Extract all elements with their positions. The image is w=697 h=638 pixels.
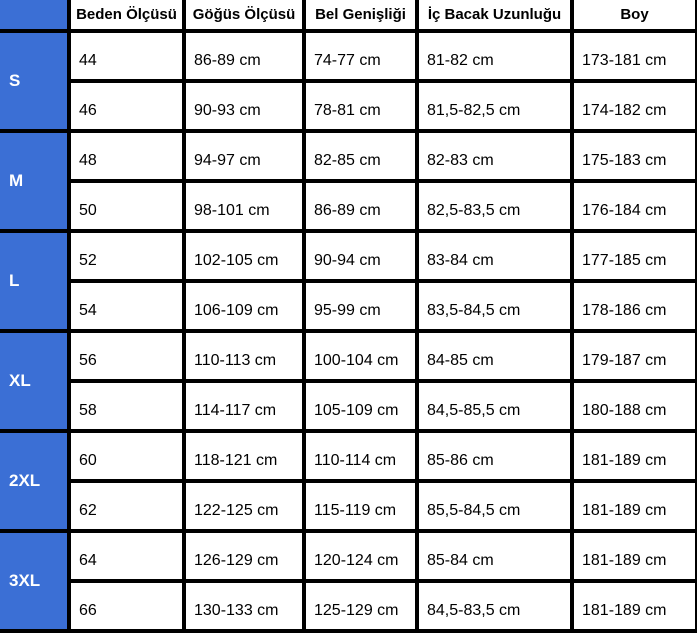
table-cell: 125-129 cm <box>304 581 417 631</box>
table-cell: 50 <box>69 181 184 231</box>
table-row <box>0 581 697 631</box>
table-cell: 86-89 cm <box>184 31 304 81</box>
table-cell: 118-121 cm <box>184 431 304 481</box>
table-cell: 81-82 cm <box>417 31 572 81</box>
table-cell: 62 <box>69 481 184 531</box>
size-group-label-l: L <box>0 231 69 331</box>
table-cell: 176-184 cm <box>572 181 697 231</box>
table-row <box>0 481 697 531</box>
table-row <box>0 431 697 481</box>
table-cell: 174-182 cm <box>572 81 697 131</box>
table-row <box>0 231 697 281</box>
size-group-label-2xl: 2XL <box>0 431 69 531</box>
table-cell: 114-117 cm <box>184 381 304 431</box>
table-cell: 66 <box>69 581 184 631</box>
size-group-label-m: M <box>0 131 69 231</box>
size-group-label-3xl: 3XL <box>0 531 69 631</box>
table-cell: 98-101 cm <box>184 181 304 231</box>
table-cell: 110-113 cm <box>184 331 304 381</box>
table-cell: 82-85 cm <box>304 131 417 181</box>
table-row <box>0 281 697 331</box>
table-cell: 105-109 cm <box>304 381 417 431</box>
table-cell: 86-89 cm <box>304 181 417 231</box>
table-cell: 130-133 cm <box>184 581 304 631</box>
table-row <box>0 81 697 131</box>
table-row <box>0 131 697 181</box>
table-cell: 82-83 cm <box>417 131 572 181</box>
table-cell: 100-104 cm <box>304 331 417 381</box>
table-cell: 74-77 cm <box>304 31 417 81</box>
table-cell: 181-189 cm <box>572 481 697 531</box>
table-cell: 115-119 cm <box>304 481 417 531</box>
table-cell: 181-189 cm <box>572 531 697 581</box>
table-cell: 60 <box>69 431 184 481</box>
table-cell: 84,5-83,5 cm <box>417 581 572 631</box>
table-row <box>0 531 697 581</box>
column-header-beden-olcusu: Beden Ölçüsü <box>69 0 184 31</box>
table-cell: 64 <box>69 531 184 581</box>
table-cell: 180-188 cm <box>572 381 697 431</box>
table-row <box>0 31 697 81</box>
corner-cell <box>0 0 69 31</box>
table-cell: 95-99 cm <box>304 281 417 331</box>
table-cell: 179-187 cm <box>572 331 697 381</box>
table-cell: 94-97 cm <box>184 131 304 181</box>
size-group-label-xl: XL <box>0 331 69 431</box>
table-cell: 81,5-82,5 cm <box>417 81 572 131</box>
table-cell: 122-125 cm <box>184 481 304 531</box>
table-cell: 120-124 cm <box>304 531 417 581</box>
table-row <box>0 381 697 431</box>
table-cell: 85,5-84,5 cm <box>417 481 572 531</box>
table-cell: 44 <box>69 31 184 81</box>
table-cell: 90-93 cm <box>184 81 304 131</box>
table-cell: 106-109 cm <box>184 281 304 331</box>
column-header-ic-bacak-uzunlugu: İç Bacak Uzunluğu <box>417 0 572 31</box>
table-cell: 90-94 cm <box>304 231 417 281</box>
table-cell: 102-105 cm <box>184 231 304 281</box>
table-row <box>0 331 697 381</box>
table-cell: 175-183 cm <box>572 131 697 181</box>
table-cell: 52 <box>69 231 184 281</box>
table-cell: 84,5-85,5 cm <box>417 381 572 431</box>
table-cell: 83,5-84,5 cm <box>417 281 572 331</box>
column-header-bel-genisligi: Bel Genişliği <box>304 0 417 31</box>
table-cell: 178-186 cm <box>572 281 697 331</box>
table-cell: 85-84 cm <box>417 531 572 581</box>
table-cell: 110-114 cm <box>304 431 417 481</box>
table-row <box>0 181 697 231</box>
table-cell: 85-86 cm <box>417 431 572 481</box>
table-cell: 173-181 cm <box>572 31 697 81</box>
header-row <box>0 0 697 31</box>
table-cell: 46 <box>69 81 184 131</box>
column-header-gogus-olcusu: Göğüs Ölçüsü <box>184 0 304 31</box>
table-cell: 82,5-83,5 cm <box>417 181 572 231</box>
table-cell: 181-189 cm <box>572 581 697 631</box>
table-cell: 84-85 cm <box>417 331 572 381</box>
table-cell: 78-81 cm <box>304 81 417 131</box>
table-cell: 126-129 cm <box>184 531 304 581</box>
size-group-label-s: S <box>0 31 69 131</box>
table-cell: 56 <box>69 331 184 381</box>
table-cell: 181-189 cm <box>572 431 697 481</box>
table-cell: 83-84 cm <box>417 231 572 281</box>
table-cell: 54 <box>69 281 184 331</box>
table-cell: 58 <box>69 381 184 431</box>
table-cell: 48 <box>69 131 184 181</box>
table-cell: 177-185 cm <box>572 231 697 281</box>
column-header-boy: Boy <box>572 0 697 31</box>
